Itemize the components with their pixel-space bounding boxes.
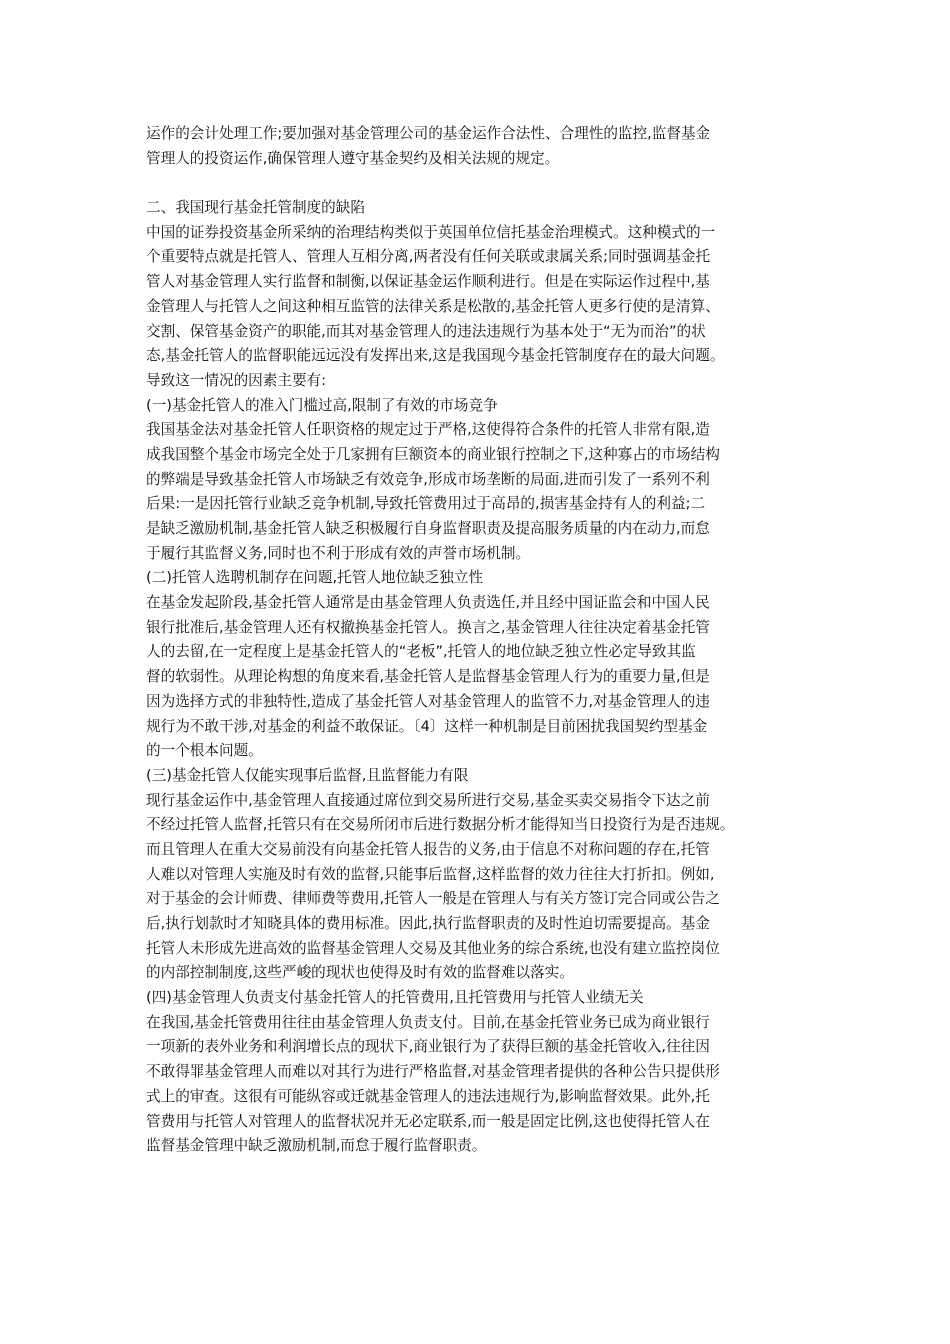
text-line: 的内部控制制度,这些严峻的现状也使得及时有效的监督难以落实。 <box>146 964 574 982</box>
text-line: 态,基金托管人的监督职能远远没有发挥出来,这是我国现今基金托管制度存在的最大问题。 <box>146 347 725 365</box>
section-two <box>146 196 826 394</box>
text-line: 管人对基金管理人实行监督和制衡,以保证基金运作顺利进行。但是在实际运作过程中,基 <box>146 273 710 291</box>
document-body <box>146 122 826 1159</box>
text-line: 后果:一是因托管行业缺乏竞争机制,导致托管费用过于高昂的,损害基金持有人的利益;二 <box>146 495 706 513</box>
text-line: 交割、保管基金资产的职能,而其对基金管理人的违法违规行为基本处于“无为而治”的状 <box>146 322 706 340</box>
text-line: 式上的审查。这很有可能纵容或迁就基金管理人的违法违规行为,影响监督效果。此外,托 <box>146 1087 710 1105</box>
subsection-heading: (一)基金托管人的准入门槛过高,限制了有效的市场竞争 <box>146 396 498 414</box>
text-line: 管费用与托管人对管理人的监督状况并无必定联系,而一般是固定比例,这也使得托管人在 <box>146 1112 710 1130</box>
text-line: 因为选择方式的非独特性,造成了基金托管人对基金管理人的监管不力,对基金管理人的违 <box>146 692 710 710</box>
text-line: 监督基金管理中缺乏激励机制,而怠于履行监督职责。 <box>146 1137 487 1155</box>
text-line: 在我国,基金托管费用往往由基金管理人负责支付。目前,在基金托管业务已成为商业银行 <box>146 1013 710 1031</box>
subsection-heading: (三)基金托管人仅能实现事后监督,且监督能力有限 <box>146 766 469 784</box>
subsection-three <box>146 764 826 986</box>
text-line: 而且管理人在重大交易前没有向基金托管人报告的义务,由于信息不对称问题的存在,托管 <box>146 840 710 858</box>
text-line: 于履行其监督义务,同时也不利于形成有效的声誉市场机制。 <box>146 544 531 562</box>
text-line: 银行批准后,基金管理人还有权撤换基金托管人。换言之,基金管理人往往决定着基金托管 <box>146 618 710 636</box>
text-line: 规行为不敢干涉,对基金的利益不敢保证。〔4〕这样一种机制是目前困扰我国契约型基金 <box>146 717 708 735</box>
text-line: 人难以对管理人实施及时有效的监督,只能事后监督,这样监督的效力往往大打折扣。例如, <box>146 865 715 883</box>
text-line: 成我国整个基金市场完全处于几家拥有巨额资本的商业银行控制之下,这种寡占的市场结构 <box>146 445 720 463</box>
section-heading: 二、我国现行基金托管制度的缺陷 <box>146 199 365 217</box>
text-line: 的一个根本问题。 <box>146 742 263 760</box>
text-line: 后,执行划款时才知晓具体的费用标准。因此,执行监督职责的及时性迫切需要提高。基金 <box>146 915 710 932</box>
text-line: 是缺乏激励机制,基金托管人缺乏积极履行自身监督职责及提高服务质量的内在动力,而怠 <box>146 520 710 537</box>
subsection-heading: (二)托管人选聘机制存在问题,托管人地位缺乏独立性 <box>146 569 484 587</box>
text-line: 我国基金法对基金托管人任职资格的规定过于严格,这使得符合条件的托管人非常有限,造 <box>146 421 710 439</box>
text-line: 个重要特点就是托管人、管理人互相分离,两者没有任何关联或隶属关系;同时强调基金托 <box>146 248 711 266</box>
subsection-heading: (四)基金管理人负责支付基金托管人的托管费用,且托管费用与托管人业绩无关 <box>146 989 644 1007</box>
text-line: 金管理人与托管人之间这种相互监管的法律关系是松散的,基金托管人更多行使的是清算、 <box>146 297 720 315</box>
text-line: 导致这一情况的因素主要有: <box>146 371 327 389</box>
text-line: 中国的证券投资基金所采纳的治理结构类似于英国单位信托基金治理模式。这种模式的一 <box>146 223 716 241</box>
text-line: 运作的会计处理工作;要加强对基金管理公司的基金运作合法性、合理性的监控,监督基金 <box>146 125 711 142</box>
text-line: 对于基金的会计师费、律师费等费用,托管人一般是在管理人与有关方签订完合同或公告之 <box>146 890 720 908</box>
subsection-two <box>146 566 826 764</box>
intro-paragraph <box>146 122 826 171</box>
text-line: 一项新的表外业务和利润增长点的现状下,商业银行为了获得巨额的基金托管收入,往往因 <box>146 1038 710 1056</box>
text-line: 人的去留,在一定程度上是基金托管人的“老板”,托管人的地位缺乏独立性必定导致其监 <box>146 643 696 661</box>
text-line: 不经过托管人监督,托管只有在交易所闭市后进行数据分析才能得知当日投资行为是否违规。 <box>146 816 735 834</box>
text-line: 不敢得罪基金管理人而难以对其行为进行严格监督,对基金管理者提供的各种公告只提供形 <box>146 1063 720 1081</box>
paragraph-gap <box>146 171 826 196</box>
text-line: 管理人的投资运作,确保管理人遵守基金契约及相关法规的规定。 <box>146 149 560 167</box>
text-line: 督的软弱性。从理论构想的角度来看,基金托管人是监督基金管理人行为的重要力量,但是 <box>146 668 710 686</box>
text-line: 现行基金运作中,基金管理人直接通过席位到交易所进行交易,基金买卖交易指令下达之前 <box>146 791 710 809</box>
subsection-four <box>146 986 826 1159</box>
subsection-one <box>146 394 826 567</box>
text-line: 托管人未形成先进高效的监督基金管理人交易及其他业务的综合系统,也没有建立监控岗位 <box>146 939 720 957</box>
text-line: 的弊端是导致基金托管人市场缺乏有效竞争,形成市场垄断的局面,进而引发了一系列不利 <box>146 470 710 488</box>
text-line: 在基金发起阶段,基金托管人通常是由基金管理人负责选任,并且经中国证监会和中国人民 <box>146 594 710 612</box>
